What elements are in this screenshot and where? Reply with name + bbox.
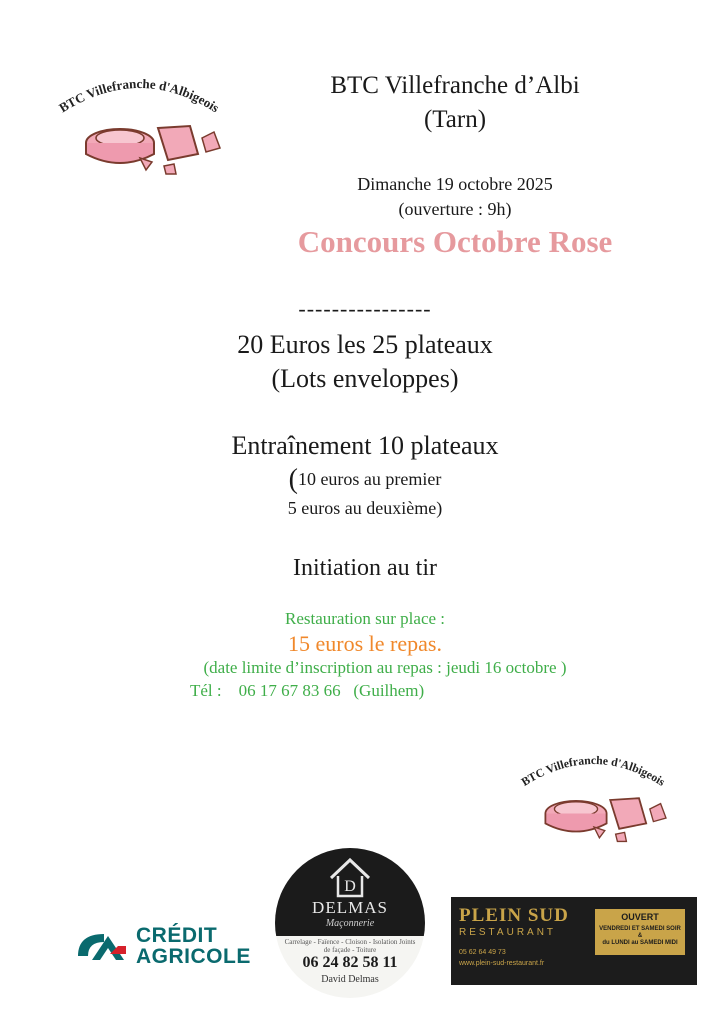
club-title: BTC Villefranche d’Albi <box>330 72 580 99</box>
credit-agricole-line-1: CRÉDIT <box>136 924 218 947</box>
training-line-1-text: 10 euros au premier <box>297 469 442 489</box>
training-paren: ( <box>288 464 298 495</box>
plein-sud-name: PLEIN SUD <box>459 905 569 926</box>
delmas-subtitle: Maçonnerie <box>325 918 375 929</box>
price-main: 20 Euros les 25 plateaux <box>237 330 493 359</box>
event-name: Concours Octobre Rose <box>297 224 613 259</box>
credit-agricole-line-2: AGRICOLE <box>136 945 251 968</box>
initiation-text: Initiation au tir <box>293 555 437 581</box>
plein-sud-days-2: du LUNDI au SAMEDI MIDI <box>602 940 678 946</box>
separator-line: ---------------- <box>298 296 432 321</box>
training-title: Entraînement 10 plateaux <box>231 431 499 460</box>
plein-sud-url: www.plein-sud-restaurant.fr <box>459 960 545 967</box>
training-line-2: 5 euros au deuxième) <box>287 498 443 518</box>
plein-sud-amp: & <box>637 933 643 939</box>
plein-sud-subtitle: RESTAURANT <box>459 927 557 938</box>
plein-sud-hours-box <box>595 909 685 955</box>
broken-clay-target-icon-2 <box>504 746 684 863</box>
restaurant-price: 15 euros le repas. <box>288 631 442 656</box>
event-opening-time: (ouverture : 9h) <box>398 199 512 219</box>
plein-sud-open: OUVERT <box>621 912 659 922</box>
plein-sud-days-1: VENDREDI ET SAMEDI SOIR <box>599 926 681 932</box>
credit-agricole-icon <box>74 926 130 966</box>
delmas-services: Carrelage - Faïence - Cloison - Isolation Joints de façade - Toiture <box>284 938 416 954</box>
delmas-logo <box>275 848 425 998</box>
event-date: Dimanche 19 octobre 2025 <box>357 174 553 194</box>
svg-text:D: D <box>344 878 356 895</box>
delmas-phone: 06 24 82 58 11 <box>302 954 398 971</box>
broken-clay-target-icon <box>40 68 240 198</box>
club-region: (Tarn) <box>423 106 487 133</box>
plein-sud-logo <box>451 897 697 985</box>
club-logo-text: BTC Villefranche d'Albigeois <box>56 75 222 116</box>
svg-text:BTC Villefranche d'Albigeois <box>519 754 668 789</box>
club-logo-top <box>40 68 240 198</box>
delmas-name: DELMAS <box>312 898 388 917</box>
delmas-person: David Delmas <box>321 974 379 985</box>
restaurant-phone: Tél : 06 17 67 83 66 (Guilhem) <box>190 681 425 700</box>
plein-sud-phone: 05 62 64 49 73 <box>459 949 506 956</box>
training-line-1 <box>200 466 530 493</box>
club-logo-text-2: BTC Villefranche d'Albigeois <box>519 753 668 789</box>
restaurant-title: Restauration sur place : <box>284 609 446 628</box>
club-logo-bottom <box>504 746 684 863</box>
credit-agricole-logo <box>74 920 264 972</box>
svg-text:BTC Villefranche d'Albigeois <box>56 76 222 115</box>
house-icon <box>327 856 373 900</box>
restaurant-deadline: (date limite d’inscription au repas : jeudi 16 octobre ) <box>203 658 567 677</box>
price-lots: (Lots enveloppes) <box>271 364 459 393</box>
